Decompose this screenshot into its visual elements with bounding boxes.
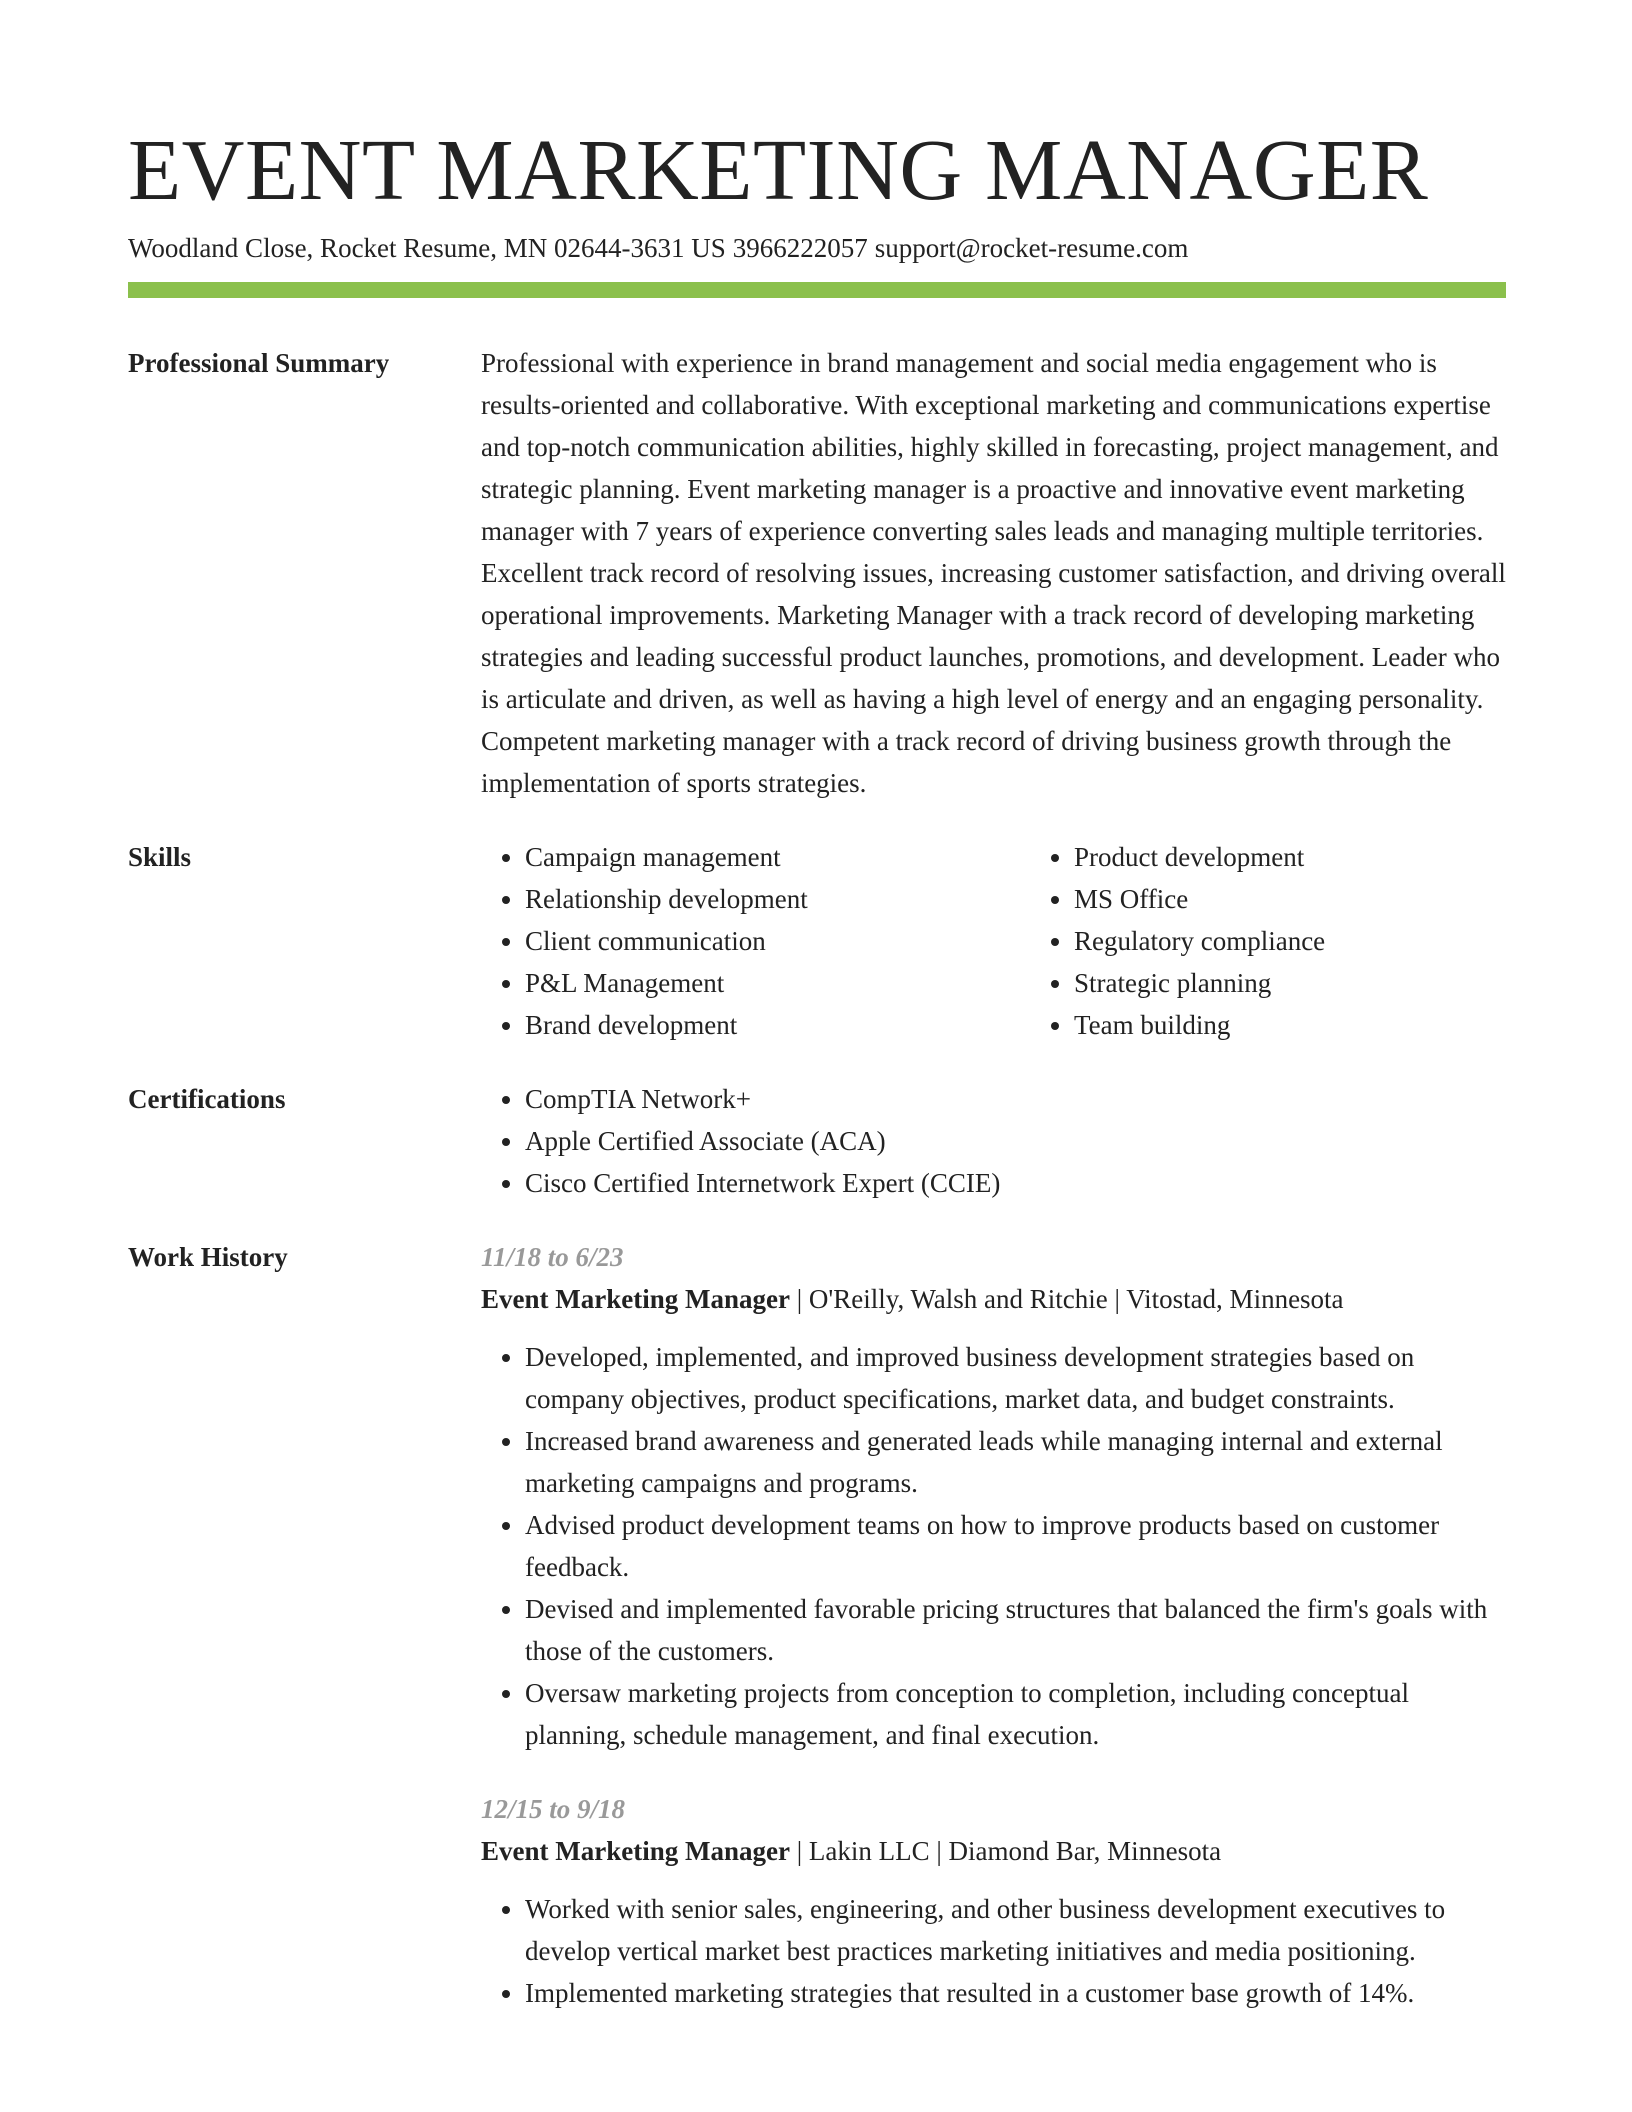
work-history-body: [481, 1236, 1506, 2014]
job-entry: [481, 1788, 1506, 2014]
skill-item: • Client communication: [525, 920, 1030, 962]
header-divider: [128, 282, 1506, 298]
job-title: Event Marketing Manager: [481, 1284, 790, 1314]
job-dates: 11/18 to 6/23: [481, 1242, 624, 1272]
job-bullet: • Advised product development teams on how to improve products based on customer feedback.: [525, 1504, 1506, 1588]
job-bullet: • Developed, implemented, and improved business development strategies based on company objectives, product specifications, market data, and budget constraints.: [525, 1336, 1506, 1420]
certification-item: • Cisco Certified Internetwork Expert (CCIE): [525, 1162, 1506, 1204]
skill-item: • P&L Management: [525, 962, 1030, 1004]
job-bullets: [481, 1888, 1506, 2014]
work-history-section: [128, 1236, 1506, 2014]
job-bullet: • Worked with senior sales, engineering, and other business development executives to develop vertical market best practices marketing initiatives and media positioning.: [525, 1888, 1506, 1972]
skill-item: • Regulatory compliance: [1074, 920, 1579, 962]
summary-body: [481, 342, 1506, 804]
job-location: Diamond Bar, Minnesota: [948, 1836, 1222, 1866]
candidate-name: EVENT MARKETING MANAGER: [128, 121, 1429, 218]
job-bullet: • Increased brand awareness and generated leads while managing internal and external marketing campaigns and programs.: [525, 1420, 1506, 1504]
certifications-list: [481, 1078, 1506, 1204]
skill-item: • MS Office: [1074, 878, 1579, 920]
phone: 3966222057: [732, 233, 868, 263]
skill-item: • Relationship development: [525, 878, 1030, 920]
job-heading: Event Marketing Manager | Lakin LLC | Diamond Bar, Minnesota: [481, 1836, 1222, 1866]
summary-text: Professional with experience in brand management and social media engagement who is results-oriented and collaborative. With exceptional marketing and communications expertise and top-notch communication abilities, highly skilled in forecasting, project management, and strategic planning. Event marketing manager is a proactive and innovative event marketing manager with 7 years of experience converting sales leads and managing multiple territories. Excellent track record of resolving issues, increasing customer satisfaction, and driving overall operational improvements. Marketing Manager with a track record of developing marketing strategies and leading successful product launches, promotions, and development. Leader who is articulate and driven, as well as having a high level of energy and an engaging personality. Competent marketing manager with a track record of driving business growth through the implementation of sports strategies.: [481, 348, 1506, 798]
skills-list-left: [481, 836, 1030, 1046]
certifications-label: Certifications: [128, 1084, 286, 1114]
job-heading: Event Marketing Manager | O'Reilly, Walsh and Ritchie | Vitostad, Minnesota: [481, 1284, 1344, 1314]
address: Woodland Close, Rocket Resume, MN 02644-3631 US: [128, 233, 726, 263]
job-dates: 12/15 to 9/18: [481, 1794, 626, 1824]
skill-item: • Brand development: [525, 1004, 1030, 1046]
job-title: Event Marketing Manager: [481, 1836, 790, 1866]
job-bullets: [481, 1336, 1506, 1756]
skills-grid: [481, 836, 1579, 1046]
certifications-section: [128, 1078, 1506, 1204]
skills-body: [481, 836, 1579, 1046]
skills-section: [128, 836, 1506, 1046]
skill-item: • Campaign management: [525, 836, 1030, 878]
skill-item: • Team building: [1074, 1004, 1579, 1046]
certification-item: • CompTIA Network+: [525, 1078, 1506, 1120]
email: support@rocket-resume.com: [874, 233, 1189, 263]
summary-label: Professional Summary: [128, 348, 390, 378]
job-bullet: • Implemented marketing strategies that resulted in a customer base growth of 14%.: [525, 1972, 1506, 2014]
certifications-body: [481, 1078, 1506, 1204]
resume-page: [128, 120, 1506, 2014]
job-bullet: • Oversaw marketing projects from conception to completion, including conceptual planning, schedule management, and final execution.: [525, 1672, 1506, 1756]
job-location: Vitostad, Minnesota: [1126, 1284, 1344, 1314]
certification-item: • Apple Certified Associate (ACA): [525, 1120, 1506, 1162]
job-company: O'Reilly, Walsh and Ritchie: [808, 1284, 1108, 1314]
job-entry: [481, 1236, 1506, 1756]
work-history-label: Work History: [128, 1242, 288, 1272]
contact-line: [128, 230, 1506, 266]
summary-section: [128, 342, 1506, 804]
job-company: Lakin LLC: [808, 1836, 930, 1866]
skills-label: Skills: [128, 842, 192, 872]
skill-item: • Product development: [1074, 836, 1579, 878]
skills-list-right: [1030, 836, 1579, 1046]
skill-item: • Strategic planning: [1074, 962, 1579, 1004]
job-bullet: • Devised and implemented favorable pricing structures that balanced the firm's goals with those of the customers.: [525, 1588, 1506, 1672]
